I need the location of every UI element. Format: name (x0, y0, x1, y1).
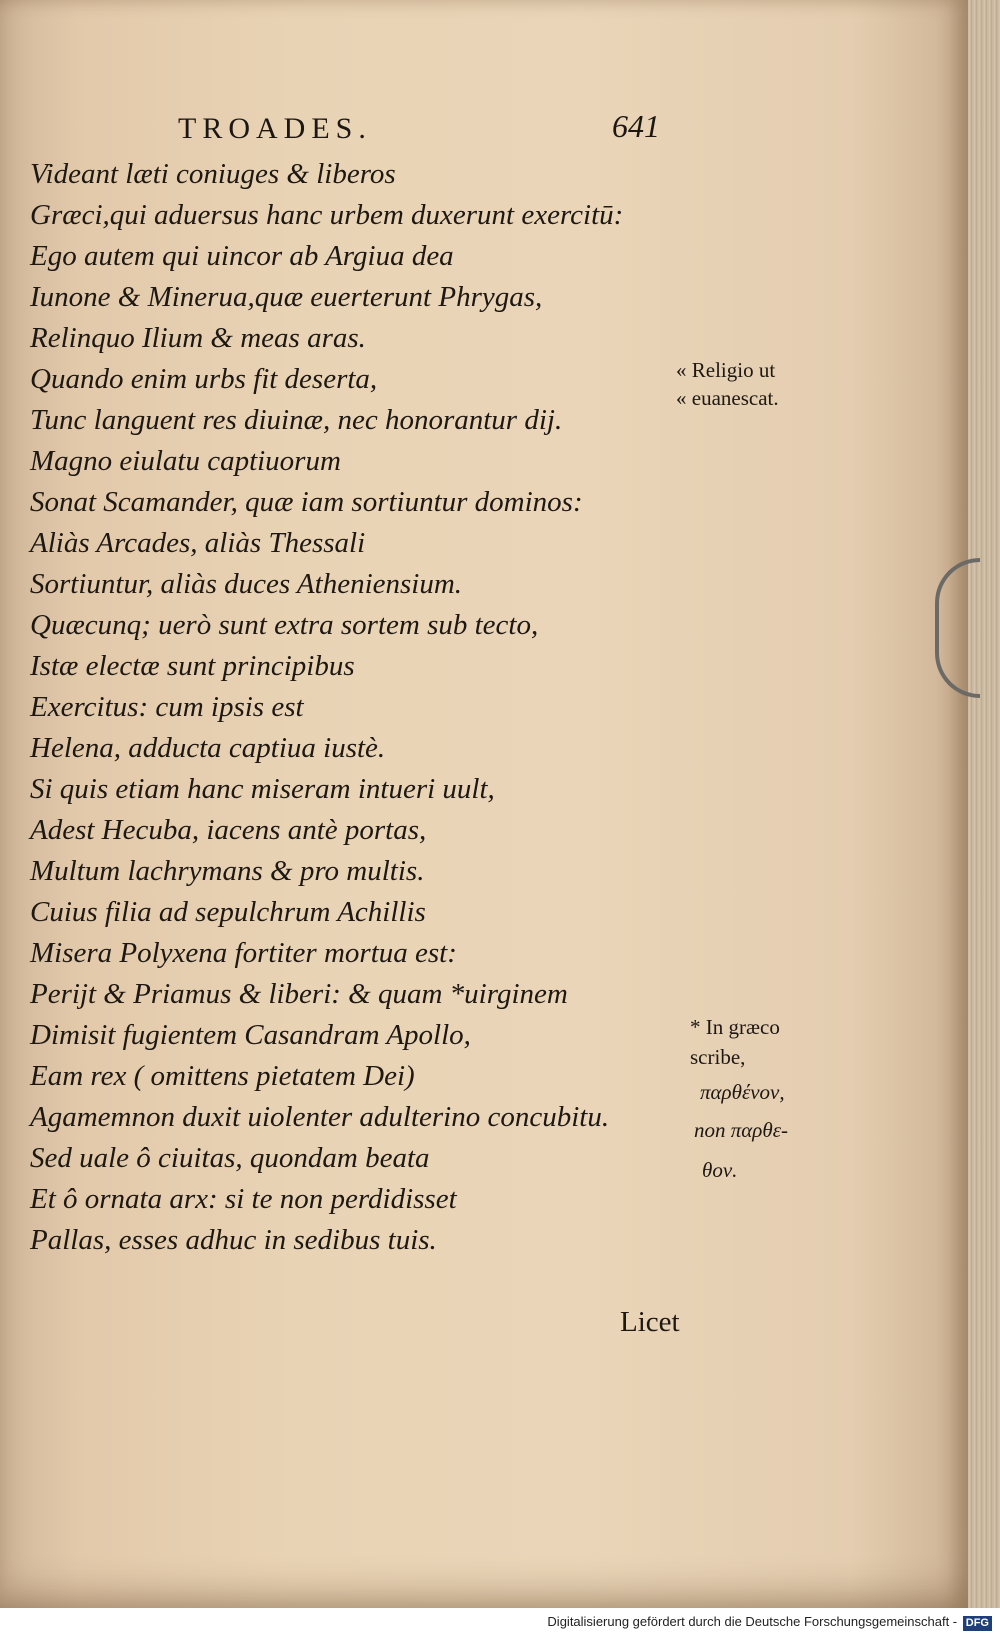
text-line: Multum lachrymans & pro multis. (30, 855, 425, 887)
text-line: Relinquo Ilium & meas aras. (30, 322, 366, 354)
text-line: Sortiuntur, aliàs duces Atheniensium. (30, 568, 463, 600)
text-line: Adest Hecuba, iacens antè portas, (30, 814, 427, 846)
text-line: Ego autem qui uincor ab Argiua dea (30, 240, 454, 272)
text-line: Magno eiulatu captiuorum (30, 445, 341, 477)
text-line: Aliàs Arcades, aliàs Thessali (30, 527, 366, 559)
margin-note-line: θον. (702, 1158, 738, 1182)
text-line: Sed uale ô ciuitas, quondam beata (30, 1142, 430, 1174)
text-line: Tunc languent res diuinæ, nec honorantur dij. (30, 404, 563, 436)
dfg-logo: DFG (963, 1616, 992, 1631)
text-line: Iunone & Minerua,quæ euerterunt Phrygas, (30, 281, 543, 313)
text-line: Istæ electæ sunt principibus (30, 650, 355, 682)
text-line: Perijt & Priamus & liberi: & quam *uirginem (30, 978, 568, 1010)
text-line: Si quis etiam hanc miseram intueri uult, (30, 773, 495, 805)
margin-note-line: « euanescat. (676, 386, 779, 410)
catchword: Licet (620, 1306, 680, 1338)
text-line: Quæcunq; uerò sunt extra sortem sub tecto, (30, 609, 539, 641)
margin-note-line: παρθένον, (700, 1080, 785, 1104)
text-line: Videant læti coniuges & liberos (30, 158, 396, 190)
margin-note-line: scribe, (690, 1045, 746, 1069)
text-line: Et ô ornata arx: si te non perdidisset (30, 1183, 457, 1215)
credit-text: Digitalisierung gefördert durch die Deutsche Forschungsgemeinschaft - (547, 1614, 958, 1629)
book-clip (935, 558, 980, 698)
text-line: Agamemnon duxit uiolenter adulterino concubitu. (30, 1101, 610, 1133)
page-number: 641 (612, 108, 660, 144)
text-line: Dimisit fugientem Casandram Apollo, (30, 1019, 471, 1051)
margin-note-line: non παρθε- (694, 1118, 788, 1142)
margin-note-line: * In græco (690, 1015, 780, 1039)
running-head: TROADES. (178, 112, 372, 145)
text-line: Helena, adducta captiua iustè. (30, 732, 386, 764)
page-edge (968, 0, 1000, 1608)
text-line: Cuius filia ad sepulchrum Achillis (30, 896, 426, 928)
text-line: Eam rex ( omittens pietatem Dei) (30, 1060, 415, 1092)
margin-note-line: « Religio ut (676, 358, 776, 382)
text-line: Pallas, esses adhuc in sedibus tuis. (30, 1224, 437, 1256)
text-line: Exercitus: cum ipsis est (30, 691, 304, 723)
text-line: Græci,qui aduersus hanc urbem duxerunt exercitū: (30, 199, 624, 231)
digitization-credit (0, 1608, 1000, 1635)
text-line: Sonat Scamander, quæ iam sortiuntur dominos: (30, 486, 583, 518)
text-line: Quando enim urbs fit deserta, (30, 363, 378, 395)
text-line: Misera Polyxena fortiter mortua est: (30, 937, 457, 969)
